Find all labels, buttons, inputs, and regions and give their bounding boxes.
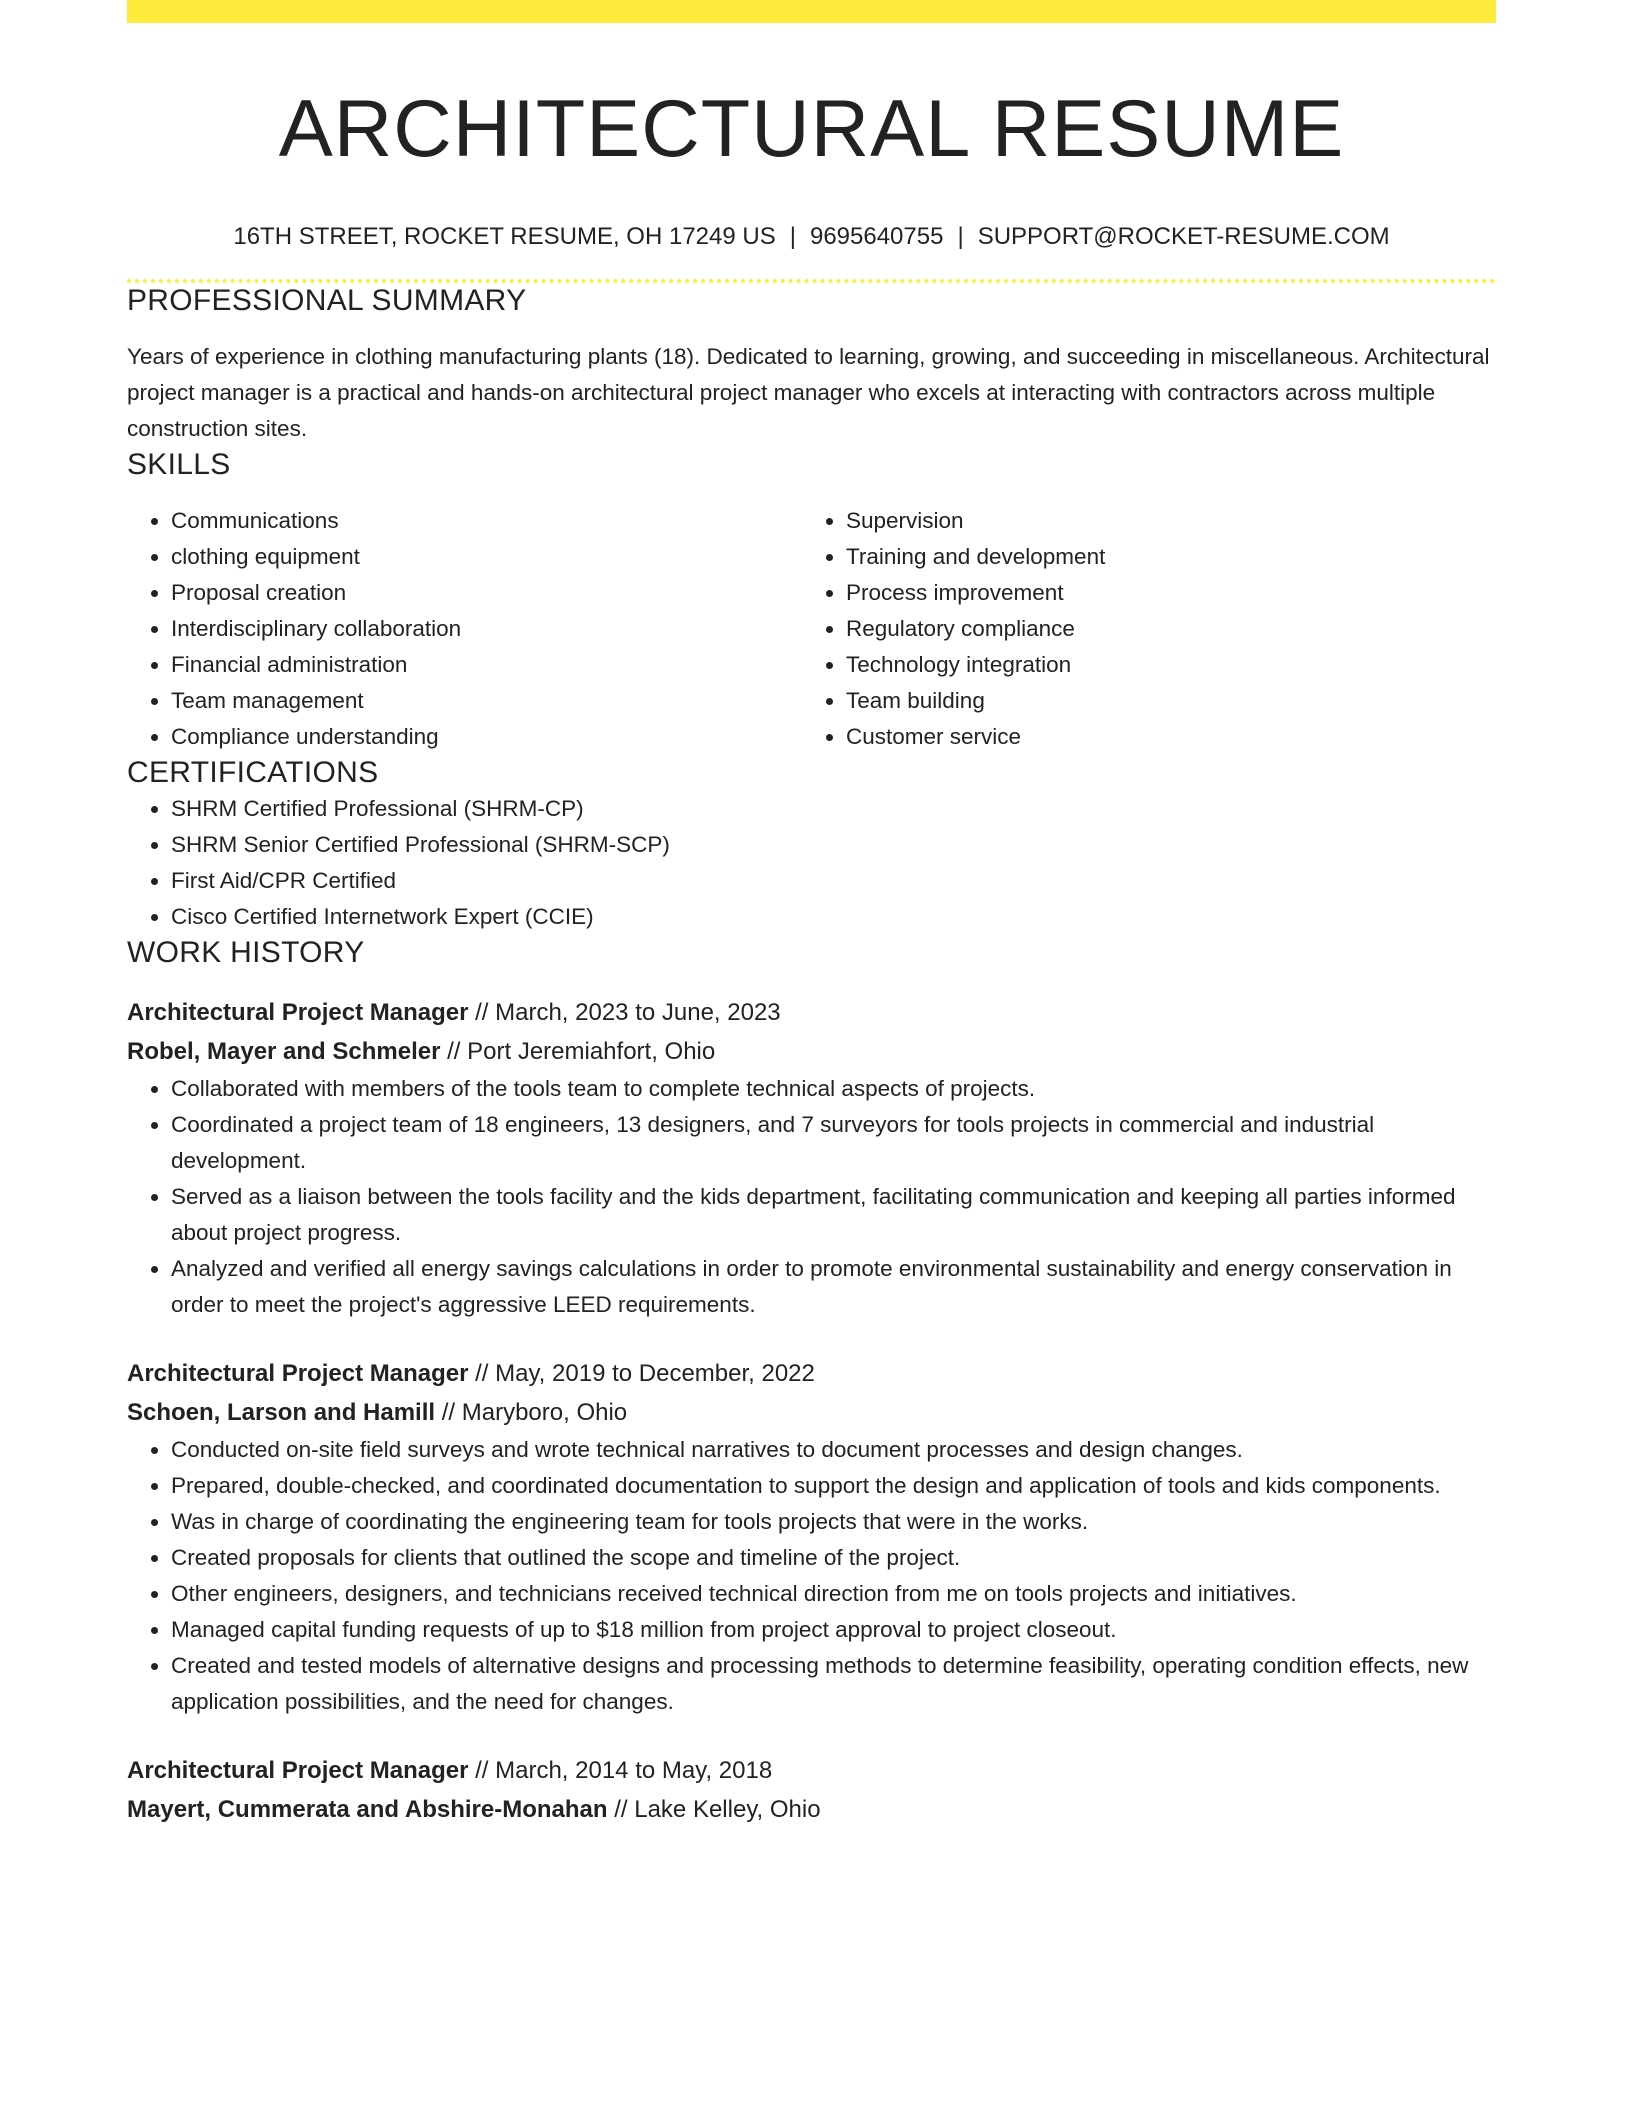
skill-item: • Compliance understanding — [171, 719, 802, 755]
skill-item: • Process improvement — [846, 575, 1477, 611]
skill-item: • Proposal creation — [171, 575, 802, 611]
job-dates: May, 2019 to December, 2022 — [495, 1360, 815, 1387]
job-divider: // — [475, 1360, 489, 1387]
job-location: Lake Kelley, Ohio — [634, 1796, 821, 1823]
job-title: Architectural Project Manager — [127, 999, 469, 1026]
work-history-heading: WORK HISTORY — [127, 936, 365, 969]
skills-heading: SKILLS — [127, 448, 231, 481]
job-bullet: • Created proposals for clients that outlined the scope and timeline of the project. — [171, 1540, 1496, 1576]
job-location: Maryboro, Ohio — [461, 1399, 628, 1426]
skill-item: • Interdisciplinary collaboration — [171, 611, 802, 647]
resume-content — [127, 0, 1496, 1829]
certifications-list — [127, 791, 1496, 935]
contact-address: 16TH STREET, ROCKET RESUME, OH 17249 US — [233, 223, 776, 250]
job-title: Architectural Project Manager — [127, 1360, 469, 1387]
skill-item: • Financial administration — [171, 647, 802, 683]
skill-item: • Team management — [171, 683, 802, 719]
job-title: Architectural Project Manager — [127, 1757, 469, 1784]
contact-separator: | — [789, 223, 796, 250]
job-divider: // — [475, 1757, 489, 1784]
skills-column-right — [802, 503, 1477, 755]
skills-column-left — [127, 503, 802, 755]
skills-list-left — [127, 503, 802, 755]
job-bullet: • Was in charge of coordinating the engineering team for tools projects that were in the works. — [171, 1504, 1496, 1540]
skills-grid — [127, 503, 1496, 755]
job-bullet: • Managed capital funding requests of up to $18 million from project approval to project closeout. — [171, 1612, 1496, 1648]
job-bullets — [127, 1432, 1496, 1720]
job-company-line — [127, 1790, 1496, 1829]
job-bullet: • Analyzed and verified all energy savings calculations in order to promote environmental sustainability and energy conservation in order to meet the project's aggressive LEED requirements. — [171, 1251, 1496, 1323]
skill-item: • Training and development — [846, 539, 1477, 575]
job-company-line — [127, 1393, 1496, 1432]
contact-email: SUPPORT@ROCKET-RESUME.COM — [977, 223, 1390, 250]
job-bullet: • Coordinated a project team of 18 engineers, 13 designers, and 7 surveyors for tools projects in commercial and industrial development. — [171, 1107, 1496, 1179]
skills-list-right — [802, 503, 1477, 755]
job-divider: // — [614, 1796, 628, 1823]
skill-item: • clothing equipment — [171, 539, 802, 575]
job-company: Robel, Mayer and Schmeler — [127, 1038, 441, 1065]
job-entry — [127, 993, 1496, 1323]
job-bullet: • Prepared, double-checked, and coordinated documentation to support the design and application of tools and kids components. — [171, 1468, 1496, 1504]
job-company-line — [127, 1032, 1496, 1071]
summary-text: Years of experience in clothing manufacturing plants (18). Dedicated to learning, growing, and succeeding in miscellaneous. Architectural project manager is a practical and hands-on architectural project manager who excels at interacting with contractors across multiple construction sites. — [127, 344, 1490, 441]
job-title-line — [127, 1751, 1496, 1790]
job-bullet: • Collaborated with members of the tools team to complete technical aspects of projects. — [171, 1071, 1496, 1107]
certification-item: • Cisco Certified Internetwork Expert (CCIE) — [171, 899, 1496, 935]
job-company: Mayert, Cummerata and Abshire-Monahan — [127, 1796, 608, 1823]
contact-phone: 9695640755 — [809, 223, 944, 250]
job-location: Port Jeremiahfort, Ohio — [467, 1038, 716, 1065]
job-dates: March, 2014 to May, 2018 — [495, 1757, 773, 1784]
resume-title: ARCHITECTURAL RESUME — [278, 84, 1345, 174]
job-bullet: • Conducted on-site field surveys and wrote technical narratives to document processes and design changes. — [171, 1432, 1496, 1468]
job-title-line — [127, 1354, 1496, 1393]
skill-item: • Regulatory compliance — [846, 611, 1477, 647]
job-divider: // — [447, 1038, 461, 1065]
summary-heading: PROFESSIONAL SUMMARY — [127, 284, 527, 317]
job-company: Schoen, Larson and Hamill — [127, 1399, 436, 1426]
skill-item: • Team building — [846, 683, 1477, 719]
contact-separator: | — [957, 223, 964, 250]
job-bullets — [127, 1071, 1496, 1323]
skill-item: • Supervision — [846, 503, 1477, 539]
certification-item: • SHRM Certified Professional (SHRM-CP) — [171, 791, 1496, 827]
job-bullet: • Created and tested models of alternative designs and processing methods to determine feasibility, operating condition effects, new application possibilities, and the need for changes. — [171, 1648, 1496, 1720]
job-bullet: • Other engineers, designers, and technicians received technical direction from me on tools projects and initiatives. — [171, 1576, 1496, 1612]
job-title-line — [127, 993, 1496, 1032]
job-entry — [127, 1354, 1496, 1720]
skill-item: • Technology integration — [846, 647, 1477, 683]
contact-line — [127, 222, 1496, 252]
job-entry — [127, 1751, 1496, 1829]
skill-item: • Customer service — [846, 719, 1477, 755]
skill-item: • Communications — [171, 503, 802, 539]
job-divider: // — [441, 1399, 456, 1426]
certification-item: • First Aid/CPR Certified — [171, 863, 1496, 899]
certification-item: • SHRM Senior Certified Professional (SHRM-SCP) — [171, 827, 1496, 863]
job-bullet: • Served as a liaison between the tools facility and the kids department, facilitating communication and keeping all parties informed about project progress. — [171, 1179, 1496, 1251]
certifications-heading: CERTIFICATIONS — [127, 756, 379, 789]
job-dates: March, 2023 to June, 2023 — [495, 999, 781, 1026]
job-divider: // — [475, 999, 489, 1026]
